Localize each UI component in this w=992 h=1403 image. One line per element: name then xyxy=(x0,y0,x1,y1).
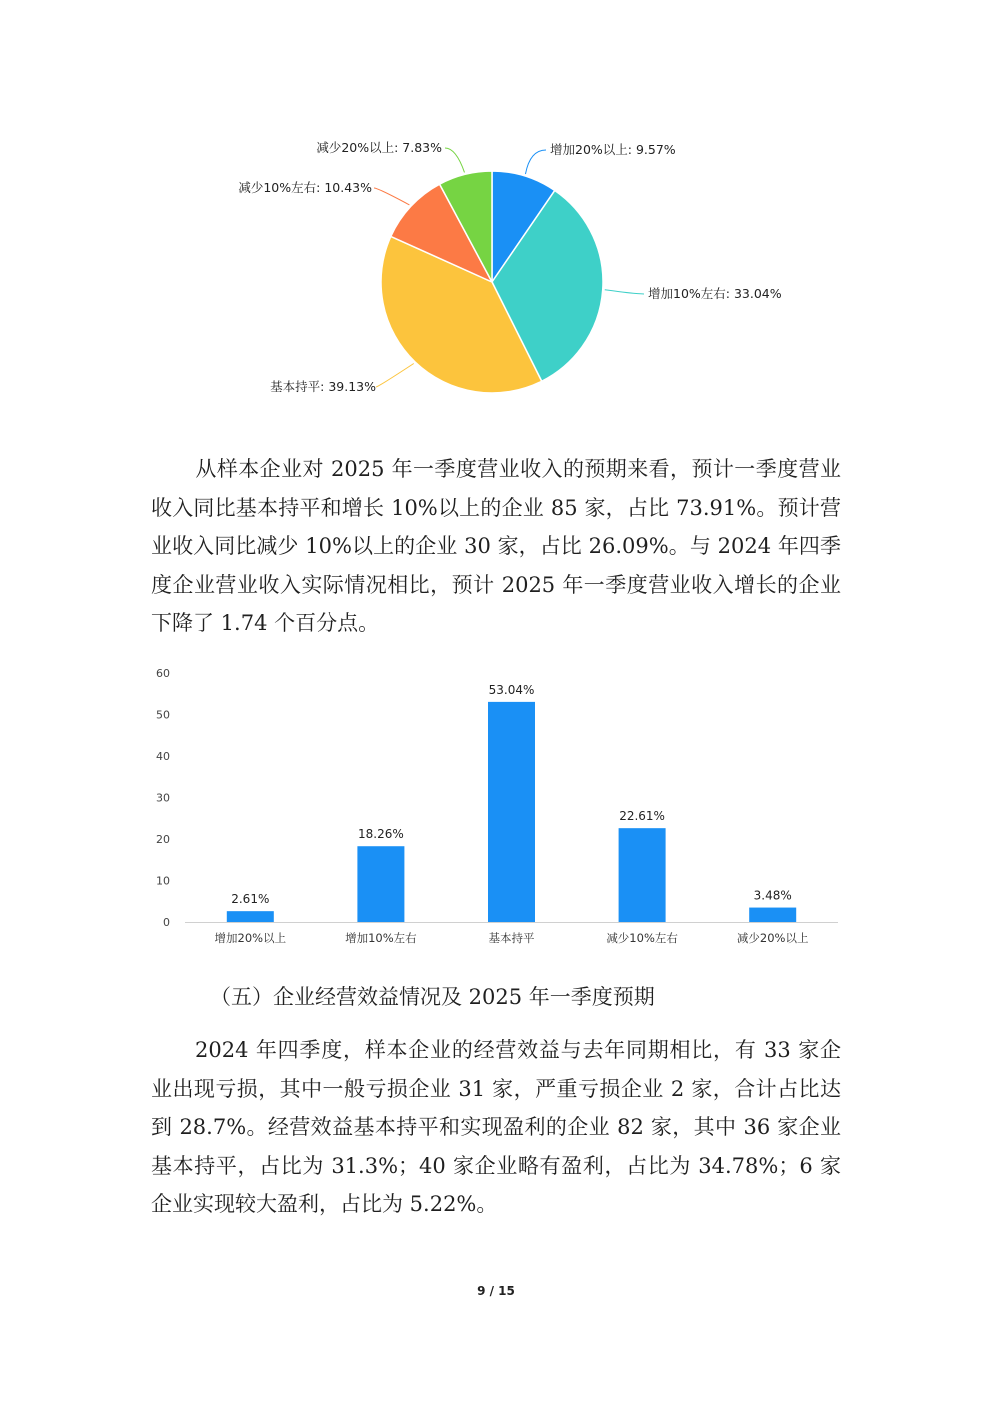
bar xyxy=(227,911,274,922)
section-heading: （五）企业经营效益情况及 2025 年一季度预期 xyxy=(210,985,655,1009)
bar-data-label: 18.26% xyxy=(358,827,404,842)
pie-leader-line xyxy=(525,150,546,174)
bar-data-label: 2.61% xyxy=(231,892,270,907)
bar xyxy=(749,908,796,922)
pie-slice-label: 增加10%左右: 33.04% xyxy=(648,286,782,301)
bar-data-label: 53.04% xyxy=(488,682,535,697)
y-tick-label: 20 xyxy=(156,833,170,846)
paragraph-revenue-expectation: 从样本企业对 2025 年一季度营业收入的预期来看，预计一季度营业收入同比基本持平和增长 10%以上的企业 85 家，占比 73.91%。预计营业收入同比减少 10%以上的企业 30 家，占比 26.09%。与 2024 年四季度企业营业收入实际情况相比，预计 2025 年一季度营业收入增长的企业下降了 1.74 个百分点。 xyxy=(151,457,841,635)
y-tick-label: 40 xyxy=(156,750,170,763)
bar-data-label: 3.48% xyxy=(753,888,792,903)
page-number: 9 / 15 xyxy=(477,1284,515,1298)
y-tick-label: 30 xyxy=(156,791,170,805)
x-category-label: 增加10%左右 xyxy=(345,931,417,945)
pie-leader-line xyxy=(605,290,644,294)
bar-chart xyxy=(0,660,992,960)
x-category-label: 减少10%左右 xyxy=(606,931,678,945)
pie-chart xyxy=(0,0,992,420)
bar-data-label: 22.61% xyxy=(619,809,665,824)
pie-slice-label: 增加20%以上: 9.57% xyxy=(550,142,676,157)
y-tick-label: 0 xyxy=(163,916,170,929)
paragraph-profit-status: 2024 年四季度，样本企业的经营效益与去年同期相比，有 33 家企业出现亏损，其中一般亏损企业 31 家，严重亏损企业 2 家，合计占比达到 28.7%。经营效益基本持平和实现盈利的企业 82 家，其中 36 家企业基本持平，占比为 31.3%；40 家企业略有盈利，占比为 34.78%；6 家企业实现较大盈利，占比为 5.22%。 xyxy=(151,1038,841,1216)
pie-slice-label: 减少10%左右: 10.43% xyxy=(238,180,372,195)
x-category-label: 减少20%以上 xyxy=(736,931,809,945)
pie-slice-label: 基本持平: 39.13% xyxy=(270,379,376,394)
y-tick-label: 50 xyxy=(156,708,170,722)
bar xyxy=(619,828,666,922)
bar xyxy=(357,846,404,922)
bar xyxy=(488,702,535,922)
y-tick-label: 10 xyxy=(156,874,170,888)
x-category-label: 基本持平 xyxy=(488,931,535,945)
pie-slice-label: 减少20%以上: 7.83% xyxy=(316,140,442,155)
pie-leader-line xyxy=(374,188,409,205)
x-category-label: 增加20%以上 xyxy=(214,931,287,945)
pie-leader-line xyxy=(376,364,414,387)
pie-leader-line xyxy=(445,148,464,172)
y-tick-label: 60 xyxy=(156,667,170,680)
